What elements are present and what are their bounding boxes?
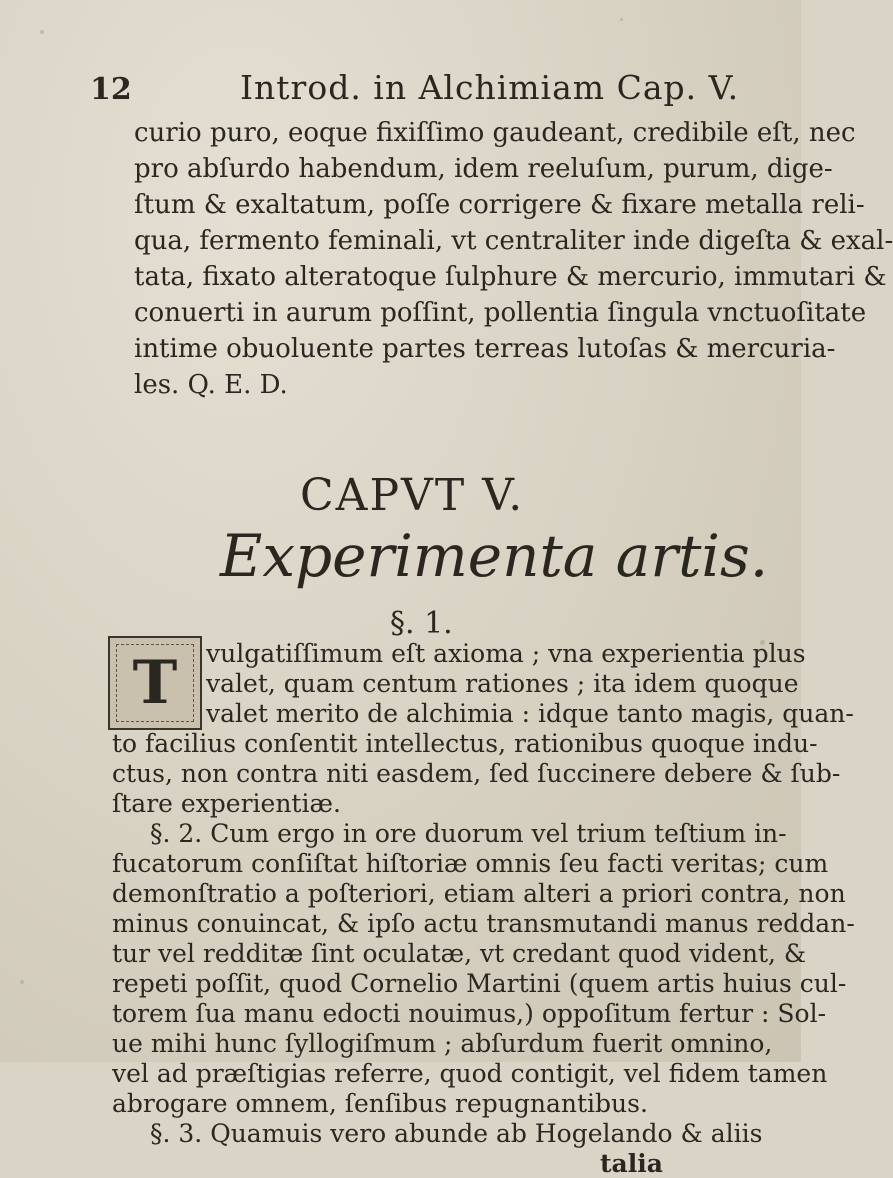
- chapter-heading: CAPVT V.: [300, 470, 525, 521]
- text-line: abrogare omnem, ſenſibus repugnantibus.: [112, 1089, 648, 1118]
- text-line: valet merito de alchimia : idque tanto magis, quan-: [206, 699, 854, 728]
- text-line: minus conuincat, & ipſo actu transmutandi manus reddan-: [112, 909, 855, 938]
- decorated-initial: T: [108, 636, 202, 730]
- text-line: torem ſua manu edocti nouimus,) oppoſitum fertur : Sol-: [112, 999, 827, 1028]
- page-header: [0, 62, 801, 112]
- text-line: ſtare experientiæ.: [112, 789, 341, 818]
- paper-speck: [620, 18, 623, 21]
- text-line: les. Q. E. D.: [134, 370, 288, 400]
- text-line: repeti poſſit, quod Cornelio Martini (quem artis huius cul-: [112, 969, 847, 998]
- text-line: curio puro, eoque fixiſſimo gaudeant, credibile eſt, nec: [134, 118, 856, 148]
- text-line: intime obuoluente partes terreas lutoſas & mercuria-: [134, 334, 836, 364]
- catchword: talia: [600, 1149, 663, 1178]
- paper-speck: [20, 980, 24, 984]
- text-line: qua, fermento feminali, vt centraliter inde digeſta & exal-: [134, 226, 893, 256]
- text-line: demonſtratio a poſteriori, etiam alteri a priori contra, non: [112, 879, 846, 908]
- text-line: ue mihi hunc ſyllogiſmum ; abſurdum fuerit omnino,: [112, 1029, 773, 1058]
- text-line: ctus, non contra niti easdem, ſed ſuccinere debere & ſub-: [112, 759, 841, 788]
- text-line: fucatorum conſiſtat hiſtoriæ omnis ſeu facti veritas; cum: [112, 849, 829, 878]
- text-line: tata, fixato alteratoque ſulphure & mercurio, immutari &: [134, 262, 887, 292]
- text-line: to facilius conſentit intellectus, rationibus quoque indu-: [112, 729, 818, 758]
- text-line: §. 2. Cum ergo in ore duorum vel trium teſtium in-: [150, 819, 787, 848]
- chapter-subtitle: Experimenta artis.: [220, 522, 769, 590]
- text-line: valet, quam centum rationes ; ita idem quoque: [206, 669, 799, 698]
- text-line: ſtum & exaltatum, poſſe corrigere & fixare metalla reli-: [134, 190, 865, 220]
- text-line: vel ad præſtigias referre, quod contigit, vel fidem tamen: [112, 1059, 828, 1088]
- paper-speck: [40, 30, 44, 34]
- text-line: vulgatiſſimum eſt axioma ; vna experientia plus: [206, 639, 806, 668]
- text-line: conuerti in aurum poſſint, pollentia ſingula vnctuoſitate: [134, 298, 867, 328]
- running-title: Introd. in Alchimiam Cap. V.: [240, 68, 740, 107]
- section-mark: §. 1.: [390, 606, 453, 641]
- section-3-line: §. 3. Quamuis vero abunde ab Hogelando & aliis: [150, 1119, 763, 1148]
- text-line: pro abſurdo habendum, idem reeluſum, purum, dige-: [134, 154, 833, 184]
- page-number: 12: [90, 72, 132, 107]
- text-line: tur vel redditæ ſint oculatæ, vt credant quod vident, &: [112, 939, 807, 968]
